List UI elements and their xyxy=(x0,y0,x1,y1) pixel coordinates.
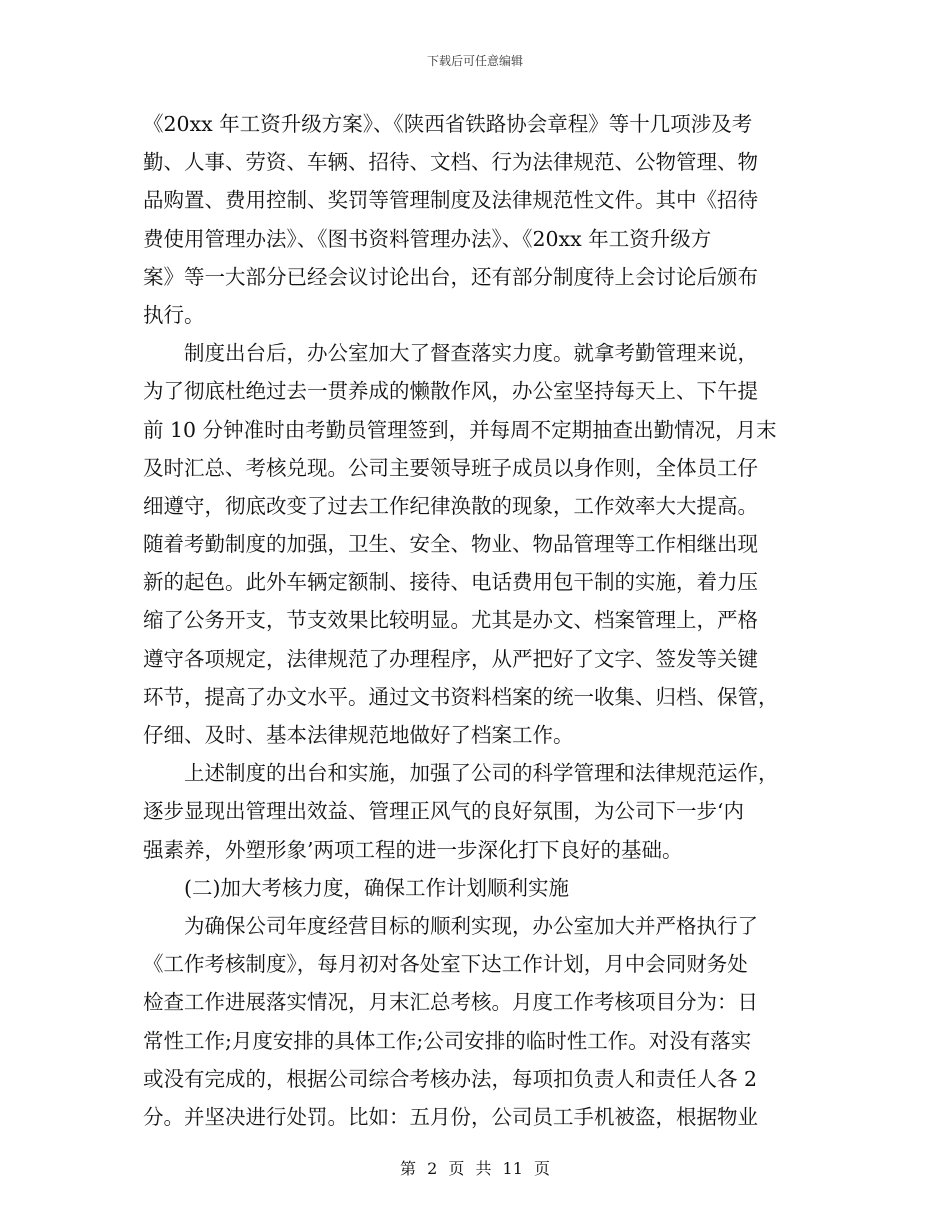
text-line: 《20xx 年工资升级方案》、《陕西省铁路协会章程》等十几项涉及考 xyxy=(143,112,753,136)
paragraph-first-line: 为确保公司年度经营目标的顺利实现，办公室加大并严格执行了 xyxy=(184,913,758,938)
text-line: 品购置、费用控制、奖罚等管理制度及法律规范性文件。其中《招待 xyxy=(143,188,758,213)
text-line: 仔细、及时、基本法律规范地做好了档案工作。 xyxy=(143,723,574,747)
text-line: 执行。 xyxy=(143,302,205,327)
text-line: 环节，提高了办文水平。通过文书资料档案的统一收集、归档、保管， xyxy=(143,684,779,709)
text-line: 前 10 分钟准时由考勤员管理签到，并每周不定期抽查出勤情况，月末 xyxy=(143,417,777,442)
document-body xyxy=(143,105,811,1136)
text-line: 分。并坚决进行处罚。比如：五月份，公司员工手机被盗，根据物业 xyxy=(143,1104,758,1129)
text-line: 缩了公务开支，节支效果比较明显。尤其是办文、档案管理上，严格 xyxy=(143,608,758,633)
text-line: 逐步显现出管理出效益、管理正风气的良好氛围，为公司下一步‘内 xyxy=(143,799,745,824)
text-line: 为了彻底杜绝过去一贯养成的懒散作风，办公室坚持每天上、下午提 xyxy=(143,379,758,404)
text-line: 费使用管理办法》、《图书资料管理办法》、《20xx 年工资升级方 xyxy=(143,226,712,251)
text-line: 细遵守，彻底改变了过去工作纪律涣散的现象，工作效率大大提高。 xyxy=(143,493,758,518)
page-footer: 第 2 页 共 11 页 xyxy=(400,1159,550,1178)
paragraph-first-line: 制度出台后，办公室加大了督查落实力度。就拿考勤管理来说， xyxy=(184,341,758,366)
text-line: 案》等一大部分已经会议讨论出台，还有部分制度待上会讨论后颁布 xyxy=(143,264,758,289)
text-line: 遵守各项规定，法律规范了办理程序，从严把好了文字、签发等关键 xyxy=(143,646,758,671)
text-line: 检查工作进展落实情况，月末汇总考核。月度工作考核项目分为：日 xyxy=(143,990,758,1015)
page-header: 下载后可任意编辑 xyxy=(426,54,523,68)
text-line: 新的起色。此外车辆定额制、接待、电话费用包干制的实施，着力压 xyxy=(143,570,758,595)
paragraph-first-line: 上述制度的出台和实施，加强了公司的科学管理和法律规范运作， xyxy=(184,761,779,786)
text-line: 或没有完成的，根据公司综合考核办法，每项扣负责人和责任人各 2 xyxy=(143,1066,758,1091)
text-line: 强素养，外塑形象’两项工程的进一步深化打下良好的基础。 xyxy=(143,837,683,862)
section-heading: (二)加大考核力度，确保工作计划顺利实施 xyxy=(184,875,569,900)
text-line: 及时汇总、考核兑现。公司主要领导班子成员以身作则，全体员工仔 xyxy=(143,455,758,480)
text-line: 勤、人事、劳资、车辆、招待、文档、行为法律规范、公物管理、物 xyxy=(143,150,758,175)
text-line: 常性工作;月度安排的具体工作;公司安排的临时性工作。对没有落实 xyxy=(143,1028,752,1053)
text-line: 《工作考核制度》，每月初对各处室下达工作计划，月中会同财务处 xyxy=(143,952,748,977)
text-line: 随着考勤制度的加强，卫生、安全、物业、物品管理等工作相继出现 xyxy=(143,532,758,557)
